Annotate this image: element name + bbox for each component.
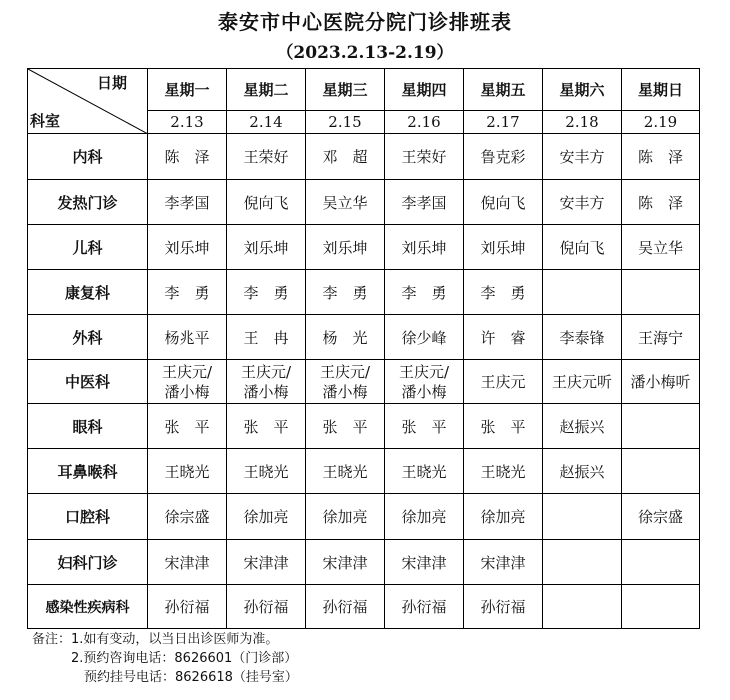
date-header: 2.15 [306,111,385,134]
doctor-cell: 李 勇 [148,270,227,315]
weekday-header: 星期六 [543,69,622,111]
doctor-cell: 宋津津 [385,540,464,585]
department-cell: 发热门诊 [28,180,148,225]
doctor-cell: 徐少峰 [385,315,464,360]
doctor-cell: 王晓光 [148,449,227,494]
department-cell: 儿科 [28,225,148,270]
doctor-cell: 张 平 [148,404,227,449]
corner-dept-label: 科室 [30,112,61,130]
table-row [28,404,700,449]
date-header: 2.19 [622,111,700,134]
department-cell: 耳鼻喉科 [28,449,148,494]
doctor-cell-multi [385,360,464,404]
department-cell: 感染性疾病科 [28,585,148,629]
doctor-cell: 徐宗盛 [148,494,227,540]
weekday-header: 星期日 [622,69,700,111]
doctor-cell: 王 冉 [227,315,306,360]
table-row [28,270,700,315]
note-line-3: 预约挂号电话：8626618（挂号室） [32,670,298,685]
department-cell: 外科 [28,315,148,360]
doctor-cell [543,540,622,585]
doctor-name-line: 潘小梅 [322,382,368,401]
doctor-cell: 张 平 [464,404,543,449]
doctor-cell: 王荣好 [385,134,464,180]
department-cell: 口腔科 [28,494,148,540]
doctor-cell: 李孝国 [385,180,464,225]
table-row [28,360,700,404]
weekday-header: 星期四 [385,69,464,111]
doctor-cell: 吴立华 [306,180,385,225]
table-row [28,180,700,225]
doctor-name-line: 潘小梅 [243,382,289,401]
doctor-cell: 鲁克彩 [464,134,543,180]
doctor-cell [543,585,622,629]
doctor-cell: 安丰方 [543,180,622,225]
doctor-cell: 王荣好 [227,134,306,180]
doctor-cell: 刘乐坤 [306,225,385,270]
table-row [28,134,700,180]
weekday-header: 星期三 [306,69,385,111]
doctor-cell: 孙衍福 [306,585,385,629]
doctor-cell: 倪向飞 [227,180,306,225]
doctor-cell [622,404,700,449]
doctor-cell: 宋津津 [306,540,385,585]
doctor-cell [543,494,622,540]
doctor-cell [622,449,700,494]
doctor-cell: 孙衍福 [385,585,464,629]
department-cell: 中医科 [28,360,148,404]
doctor-cell: 王晓光 [306,449,385,494]
doctor-cell: 宋津津 [464,540,543,585]
schedule-table [27,68,700,629]
doctor-cell: 王晓光 [227,449,306,494]
doctor-cell: 李 勇 [464,270,543,315]
doctor-cell: 杨 光 [306,315,385,360]
doctor-cell: 张 平 [306,404,385,449]
department-cell: 眼科 [28,404,148,449]
doctor-cell: 刘乐坤 [227,225,306,270]
department-cell: 康复科 [28,270,148,315]
date-header: 2.16 [385,111,464,134]
doctor-cell: 李 勇 [306,270,385,315]
table-row [28,585,700,629]
doctor-name-line: 潘小梅 [164,382,210,401]
doctor-cell: 李 勇 [385,270,464,315]
doctor-cell: 张 平 [385,404,464,449]
doctor-cell: 王晓光 [385,449,464,494]
date-header: 2.18 [543,111,622,134]
doctor-cell: 宋津津 [148,540,227,585]
note-line-1: 备注：1.如有变动，以当日出诊医师为准。 [32,632,279,647]
doctor-cell: 潘小梅听 [622,360,700,404]
doctor-cell: 赵振兴 [543,449,622,494]
doctor-cell: 刘乐坤 [148,225,227,270]
date-range: （2023.2.13-2.19） [276,43,454,63]
doctor-cell: 徐加亮 [385,494,464,540]
department-cell: 内科 [28,134,148,180]
table-row [28,225,700,270]
doctor-cell: 吴立华 [622,225,700,270]
schedule-body [28,69,700,629]
doctor-cell: 安丰方 [543,134,622,180]
note-line-2: 2.预约咨询电话：8626601（门诊部） [32,651,298,666]
weekday-header: 星期二 [227,69,306,111]
doctor-cell [622,585,700,629]
date-header: 2.13 [148,111,227,134]
doctor-cell: 宋津津 [227,540,306,585]
doctor-cell: 杨兆平 [148,315,227,360]
table-row [28,315,700,360]
table-row [28,494,700,540]
table-row [28,540,700,585]
doctor-cell: 徐加亮 [227,494,306,540]
department-cell: 妇科门诊 [28,540,148,585]
doctor-cell-multi [148,360,227,404]
doctor-cell: 陈 泽 [622,134,700,180]
doctor-cell: 李 勇 [227,270,306,315]
doctor-cell: 徐宗盛 [622,494,700,540]
doctor-cell [622,540,700,585]
doctor-cell: 陈 泽 [148,134,227,180]
date-header: 2.17 [464,111,543,134]
doctor-cell: 倪向飞 [464,180,543,225]
doctor-name-line: 王庆元/ [398,362,450,381]
weekday-header: 星期五 [464,69,543,111]
doctor-cell: 王庆元 [464,360,543,404]
doctor-cell: 赵振兴 [543,404,622,449]
doctor-name-line: 王庆元/ [319,362,371,381]
header-week-row [28,69,700,111]
doctor-cell: 李孝国 [148,180,227,225]
doctor-cell: 刘乐坤 [385,225,464,270]
date-header: 2.14 [227,111,306,134]
doctor-cell: 王庆元听 [543,360,622,404]
doctor-cell [543,270,622,315]
doctor-cell: 许 睿 [464,315,543,360]
doctor-cell: 邓 超 [306,134,385,180]
doctor-name-line: 王庆元/ [161,362,213,381]
table-row [28,449,700,494]
doctor-cell: 刘乐坤 [464,225,543,270]
doctor-cell: 徐加亮 [464,494,543,540]
doctor-cell: 陈 泽 [622,180,700,225]
doctor-name-line: 王庆元/ [240,362,292,381]
doctor-name-line: 潘小梅 [401,382,447,401]
doctor-cell: 王海宁 [622,315,700,360]
doctor-cell: 王晓光 [464,449,543,494]
corner-date-label: 日期 [96,74,127,92]
notes [32,630,298,687]
corner-cell [28,69,148,134]
doctor-cell-multi [227,360,306,404]
doctor-cell: 孙衍福 [227,585,306,629]
weekday-header: 星期一 [148,69,227,111]
page-title: 泰安市中心医院分院门诊排班表 [218,10,512,34]
doctor-cell: 孙衍福 [464,585,543,629]
doctor-cell [622,270,700,315]
doctor-cell: 倪向飞 [543,225,622,270]
doctor-cell: 徐加亮 [306,494,385,540]
doctor-cell: 李泰锋 [543,315,622,360]
doctor-cell: 孙衍福 [148,585,227,629]
doctor-cell-multi [306,360,385,404]
doctor-cell: 张 平 [227,404,306,449]
